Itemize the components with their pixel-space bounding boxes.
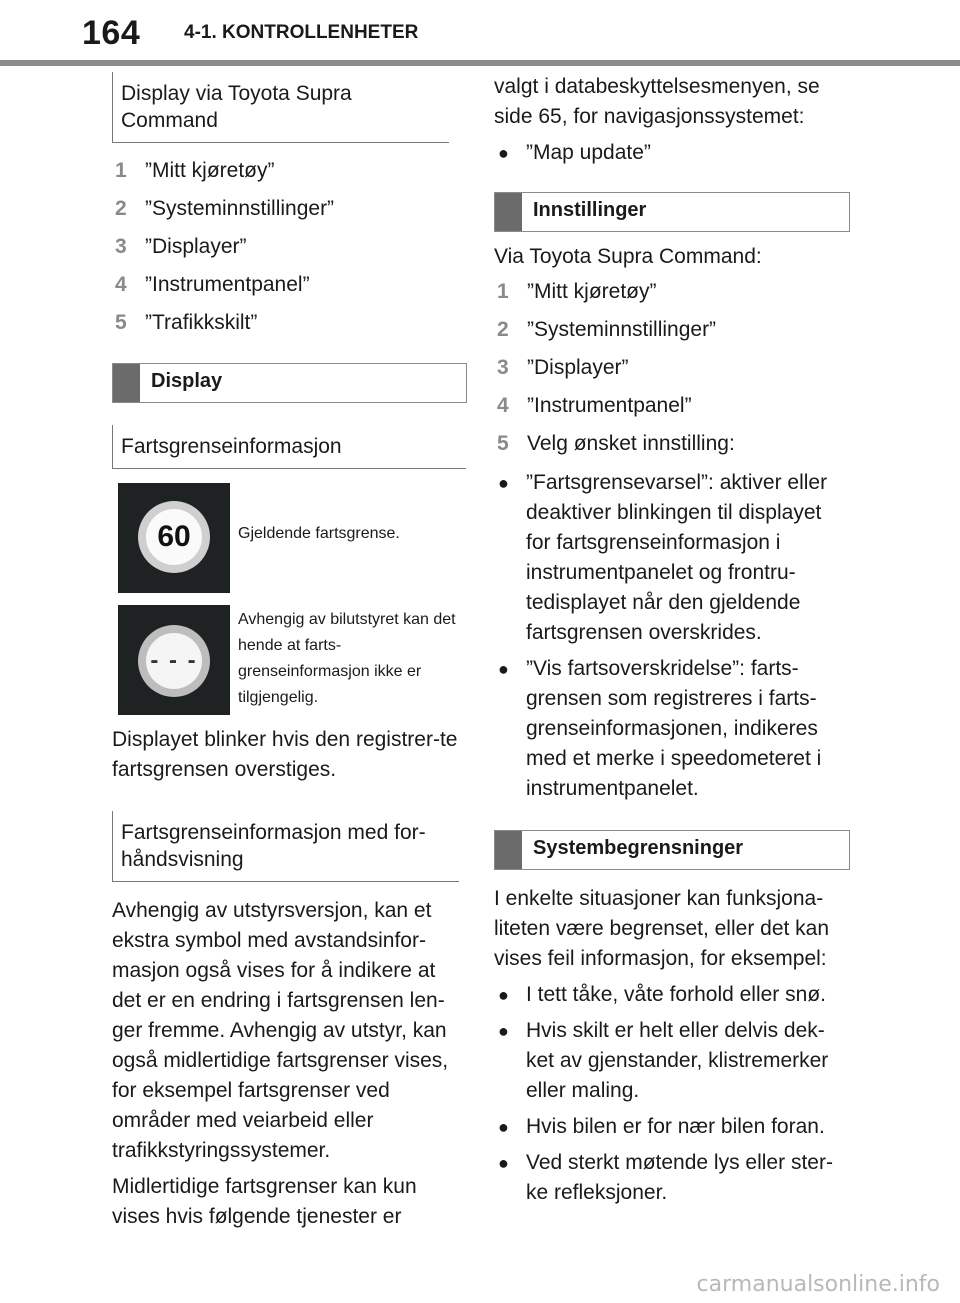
page-number: 164 [82,14,141,52]
section-title: 4-1. KONTROLLENHETER [184,22,419,43]
section-box-title: Display [151,370,223,392]
bullet-dot-icon: ● [498,1153,509,1173]
section-box-bar [495,831,522,869]
subheading-display-via-command: Display via Toyota Supra Command [112,72,449,143]
step-item: 5 Velg ønsket innstilling: [497,432,735,455]
step-item: 4 ”Instrumentpanel” [497,394,692,417]
bullet-item: ● ”Vis fartsoverskridelse”: farts-grensen som registreres i farts-grenseinformasjonen, indikeres med et merke i speedometeret i instrumentpanelet. [494,654,850,804]
left-column [112,72,467,1238]
bullet-dot-icon: ● [498,1117,509,1137]
bullet-dot-icon: ● [498,143,509,163]
sign-caption-unavailable: Avhengig av bilutstyret kan det hende at farts-grenseinformasjon ikke er tilgjengelig. [238,611,456,706]
speed-limit-60-image [118,483,230,593]
speed-limit-dashes: - - - [146,633,202,689]
paragraph-blink: Displayet blinker hvis den registrer-te fartsgrensen overstiges. [112,728,458,781]
bullet-dot-icon: ● [498,1021,509,1041]
bullet-item: ● ”Map update” [494,138,850,168]
right-steps-list [494,278,850,458]
paragraph-privacy-menu: valgt i databeskyttelsesmenyen, se side 65, for navigasjonssystemet: [494,75,820,128]
bullet-item: ● Hvis bilen er for nær bilen foran. [494,1112,850,1142]
sign-row-current-limit [118,483,467,593]
sign-caption-current: Gjeldende fartsgrense. [238,525,400,542]
subheading-speed-limit-info: Fartsgrenseinformasjon [112,425,466,469]
subheading-preview: Fartsgrenseinformasjon med for-håndsvisning [112,811,459,882]
bullet-dot-icon: ● [498,659,509,679]
right-column [494,72,850,1214]
step-item: 5 ”Trafikkskilt” [115,311,258,334]
bullet-dot-icon: ● [498,473,509,493]
section-box-title: Systembegrensninger [533,837,744,859]
bullet-item: ● Ved sterkt møtende lys eller ster-ke refleksjoner. [494,1148,850,1208]
section-box-limitations [494,830,850,870]
section-box-title: Innstillinger [533,199,647,221]
step-item: 2 ”Systeminnstillinger” [115,197,335,220]
sign-row-unavailable [118,605,467,715]
bullet-dot-icon: ● [498,985,509,1005]
paragraph-limitations: I enkelte situasjoner kan funksjona-liteten være begrenset, eller det kan vises feil informasjon, for eksempel: [494,887,830,970]
section-box-bar [495,193,522,231]
section-box-display [112,363,467,403]
paragraph-via-command: Via Toyota Supra Command: [494,245,762,268]
paragraph-temporary-limits: Midlertidige fartsgrenser kan kun vises hvis følgende tjenester er [112,1175,417,1228]
bullet-item: ● Hvis skilt er helt eller delvis dek-ket av gjenstander, klistremerker eller maling. [494,1016,850,1106]
left-steps-list [112,157,467,337]
speed-limit-value: 60 [146,509,202,565]
watermark: carmanualsonline.info [696,1272,940,1297]
step-item: 1 ”Mitt kjøretøy” [497,280,657,303]
step-item: 4 ”Instrumentpanel” [115,273,310,296]
step-item: 1 ”Mitt kjøretøy” [115,159,275,182]
speed-limit-unavailable-image [118,605,230,715]
step-item: 3 ”Displayer” [497,356,629,379]
section-box-settings [494,192,850,232]
header-rule [0,60,960,66]
paragraph-equipment: Avhengig av utstyrsversjon, kan et ekstra symbol med avstandsinfor-masjon også vises for å indikere at det er en endring i fartsgrensen len-ger fremme. Avhengig av utstyr, kan også midlertidige fartsgrenser vises, for eksempel fartsgrenser ved områder med veiarbeid eller trafikkstyringssystemer. [112,899,449,1162]
step-item: 3 ”Displayer” [115,235,247,258]
bullet-item: ● I tett tåke, våte forhold eller snø. [494,980,850,1010]
bullet-item: ● ”Fartsgrensevarsel”: aktiver eller deaktiver blinkingen til displayet for fartsgrenseinformasjon i instrumentpanelet og frontru-tedisplayet når den gjeldende fartsgrensen overskrides. [494,468,850,648]
step-item: 2 ”Systeminnstillinger” [497,318,717,341]
section-box-bar [113,364,140,402]
